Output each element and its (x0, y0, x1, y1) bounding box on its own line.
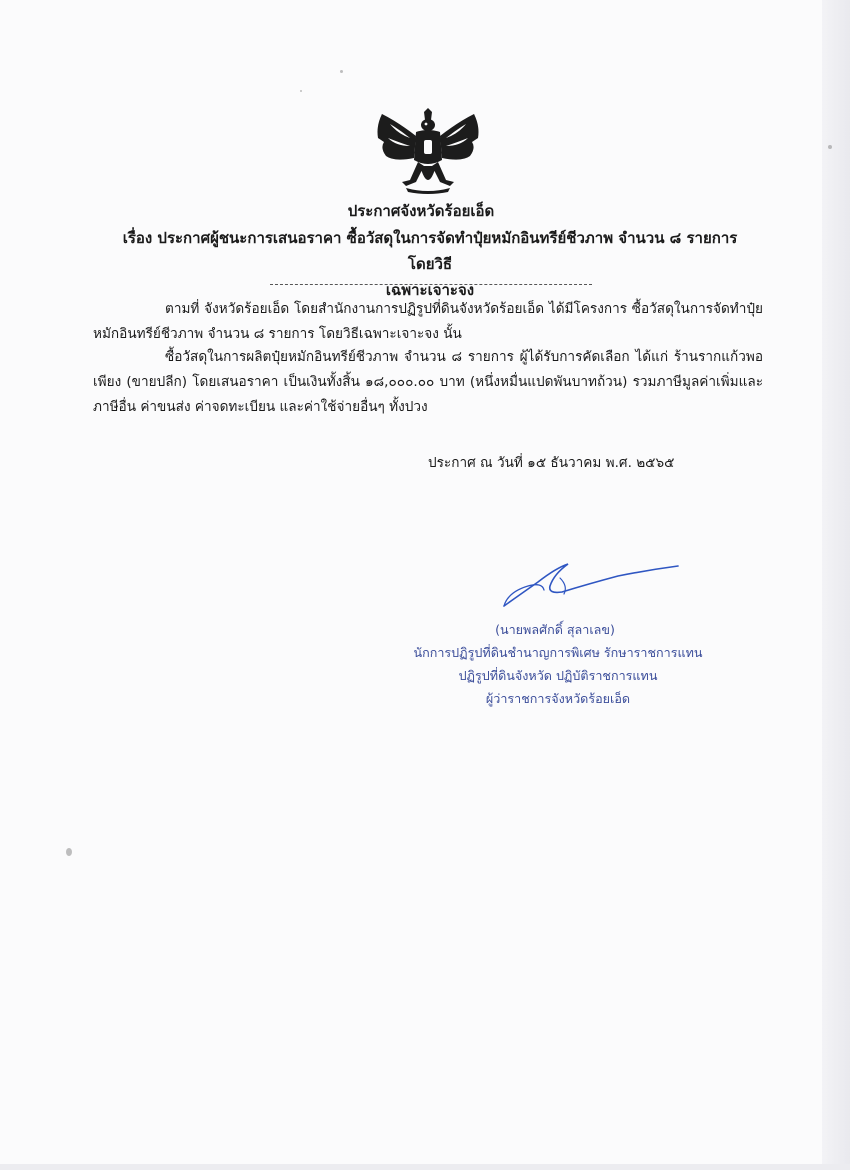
handwritten-signature (498, 556, 683, 610)
scan-edge (822, 0, 850, 1170)
garuda-emblem-icon (376, 108, 480, 194)
scan-speck (340, 70, 343, 73)
subject-line-1: เรื่อง ประกาศผู้ชนะการเสนอราคา ซื้อวัสดุในการจัดทำปุ๋ยหมักอินทรีย์ชีวภาพ จำนวน ๘ รายการ โดยวิธี (122, 229, 738, 273)
scan-speck (66, 848, 72, 856)
scan-speck (300, 90, 302, 92)
separator-rule (270, 284, 592, 285)
subject-line-2: เฉพาะเจาะจง (385, 281, 475, 299)
paragraph-2-text: ซื้อวัสดุในการผลิตปุ๋ยหมักอินทรีย์ชีวภาพ จำนวน ๘ รายการ ผู้ได้รับการคัดเลือก ได้แก่ ร้านรากแก้วพอเพียง (ขายปลีก) โดยเสนอราคา เป็นเงินทั้งสิ้น ๑๘,๐๐๐.๐๐ บาท (หนึ่งหมื่นแปดพันบาทถ้วน) รวมภาษีมูลค่าเพิ่มและภาษีอื่น ค่าขนส่ง ค่าจดทะเบียน และค่าใช้จ่ายอื่นๆ ทั้งปวง (93, 349, 763, 415)
document-subject (110, 225, 750, 303)
paragraph-2 (93, 345, 763, 420)
issuer-title: ประกาศจังหวัดร้อยเอ็ด (347, 202, 495, 220)
paragraph-1 (93, 297, 763, 347)
signatory-block (408, 618, 708, 710)
scan-speck (828, 145, 832, 149)
announce-date: ประกาศ ณ วันที่ ๑๕ ธันวาคม พ.ศ. ๒๕๖๕ (428, 455, 675, 471)
signatory-name: (นายพลศักดิ์ สุลาเลข) (495, 622, 615, 637)
signatory-position-3: ผู้ว่าราชการจังหวัดร้อยเอ็ด (485, 691, 631, 706)
paragraph-1-text: ตามที่ จังหวัดร้อยเอ็ด โดยสำนักงานการปฏิรูปที่ดินจังหวัดร้อยเอ็ด ได้มีโครงการ ซื้อวัสดุในการจัดทำปุ๋ยหมักอินทรีย์ชีวภาพ จำนวน ๘ รายการ โดยวิธีเฉพาะเจาะจง นั้น (93, 301, 763, 342)
signatory-position-1: นักการปฏิรูปที่ดินชำนาญการพิเศษ รักษาราชการแทน (413, 645, 703, 660)
scan-edge-bottom (0, 1164, 850, 1170)
signatory-position-2: ปฏิรูปที่ดินจังหวัด ปฏิบัติราชการแทน (458, 668, 658, 683)
